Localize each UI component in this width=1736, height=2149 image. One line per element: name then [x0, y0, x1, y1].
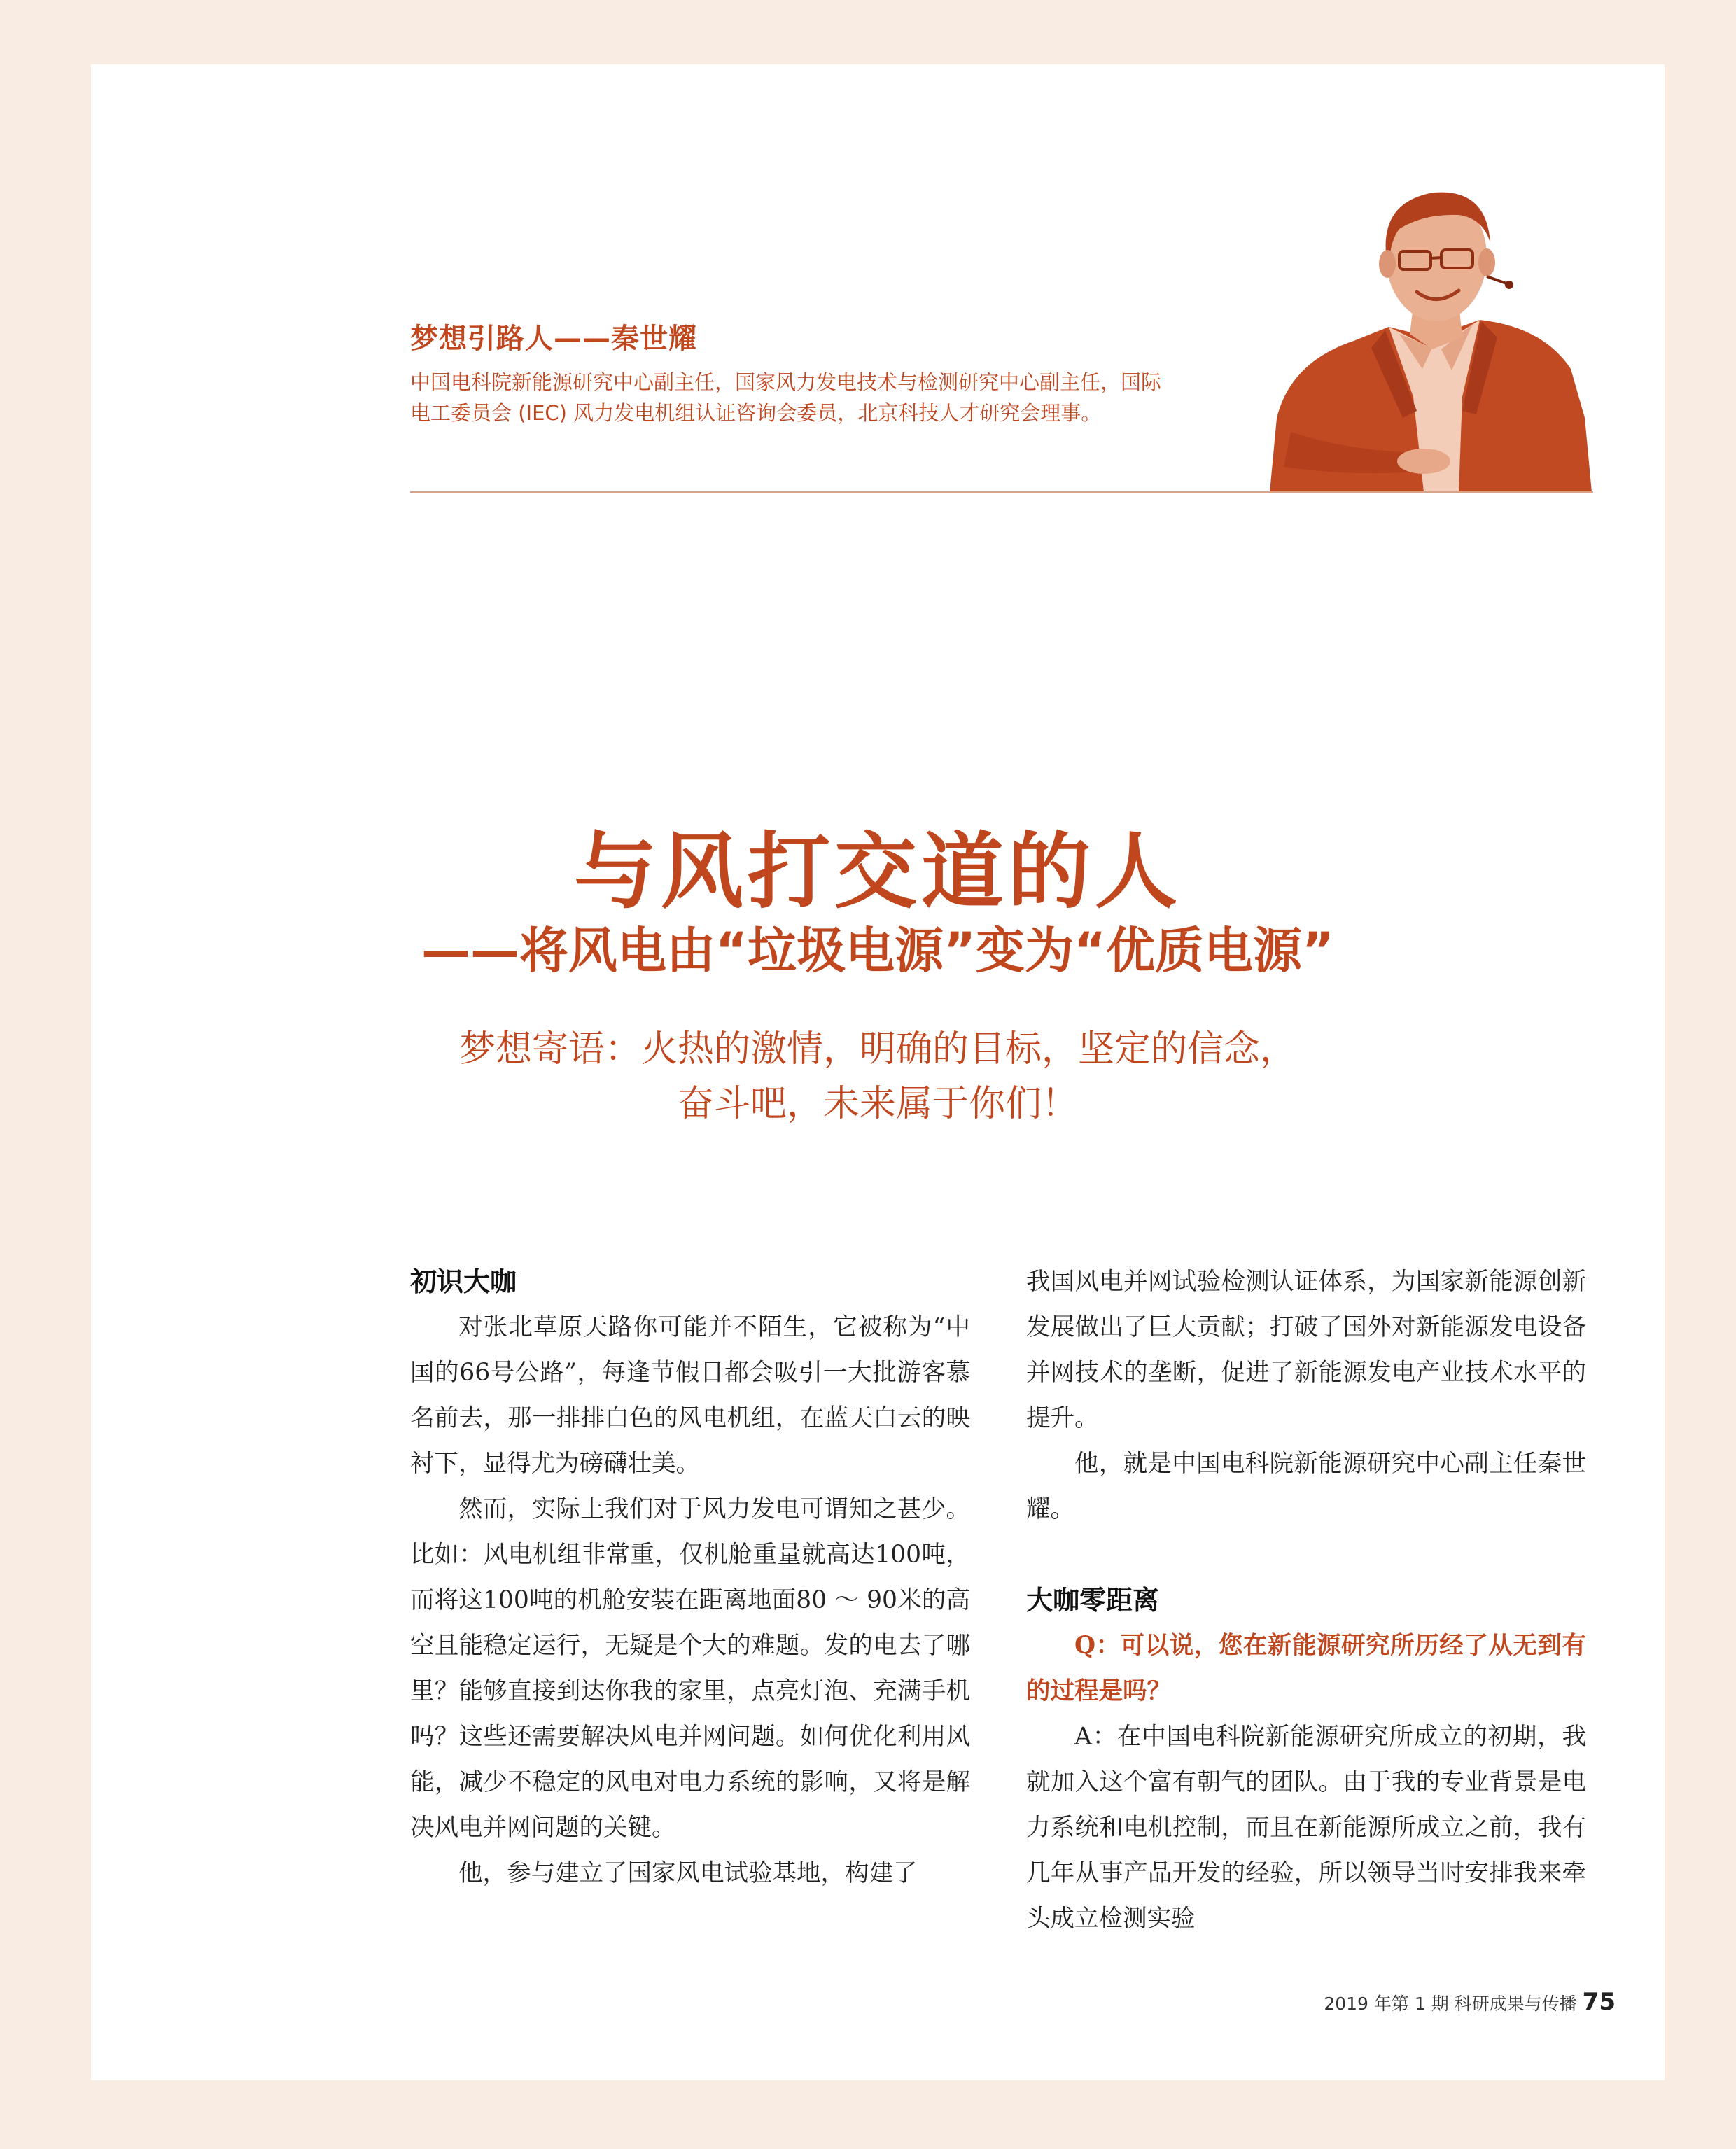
article-subtitle: ——将风电由“垃圾电源”变为“优质电源”	[421, 922, 1335, 979]
profile-divider	[410, 491, 1593, 493]
article-title: 与风打交道的人	[573, 823, 1182, 920]
portrait-photo	[1249, 187, 1599, 492]
section-spacer	[1026, 1532, 1586, 1578]
paragraph: 然而，实际上我们对于风力发电可谓知之甚少。比如：风电机组非常重，仅机舱重量就高达100吨，而将这100吨的机舱安装在距离地面80 ～ 90米的高空且能稳定运行，无疑是个大的难题。发的电去了哪里？能够直接到达你我的家里，点亮灯泡、充满手机吗？这些还需要解决风电并网问题。如何优化利用风能，减少不稳定的风电对电力系统的影响，又将是解决风电并网问题的关键。	[410, 1495, 970, 1842]
dream-message	[91, 1022, 1665, 1131]
section-heading-interview: 大咖零距离	[1026, 1585, 1160, 1616]
interview-question: Q：可以说，您在新能源研究所历经了从无到有的过程是吗？	[1026, 1632, 1586, 1705]
profile-name: 梦想引路人——秦世耀	[410, 323, 697, 355]
magazine-page	[91, 64, 1665, 2080]
page-number: 75	[1582, 1988, 1616, 2016]
body-column-right	[1026, 1259, 1586, 1942]
page-footer	[1324, 1988, 1616, 2016]
interview-answer: A：在中国电科院新能源研究所成立的初期，我就加入这个富有朝气的团队。由于我的专业背景是电力系统和电机控制，而且在新能源所成立之前，我有几年从事产品开发的经验，所以领导当时安排我来牵头成立检测实验	[1026, 1723, 1586, 1933]
paragraph: 对张北草原天路你可能并不陌生，它被称为“中国的66号公路”，每逢节假日都会吸引一大批游客慕名前去，那一排排白色的风电机组，在蓝天白云的映衬下，显得尤为磅礴壮美。	[410, 1313, 970, 1478]
issue-label: 2019 年第 1 期 科研成果与传播	[1324, 1994, 1577, 2014]
body-column-left	[410, 1259, 970, 1896]
paragraph: 他，就是中国电科院新能源研究中心副主任秦世耀。	[1026, 1450, 1586, 1523]
dream-message-line-1: 梦想寄语：火热的激情，明确的目标，坚定的信念，	[458, 1028, 1296, 1070]
paragraph: 他，参与建立了国家风电试验基地，构建了	[458, 1859, 918, 1887]
dream-message-line-2: 奋斗吧，未来属于你们！	[677, 1083, 1078, 1125]
section-heading-intro: 初识大咖	[410, 1266, 517, 1297]
profile-bio: 中国电科院新能源研究中心副主任，国家风力发电技术与检测研究中心副主任，国际电工委员会 (IEC) 风力发电机组认证咨询会委员，北京科技人才研究会理事。	[410, 370, 1162, 425]
paragraph-continuation: 我国风电并网试验检测认证体系，为国家新能源创新发展做出了巨大贡献；打破了国外对新能源发电设备并网技术的垄断，促进了新能源发电产业技术水平的提升。	[1026, 1268, 1586, 1432]
